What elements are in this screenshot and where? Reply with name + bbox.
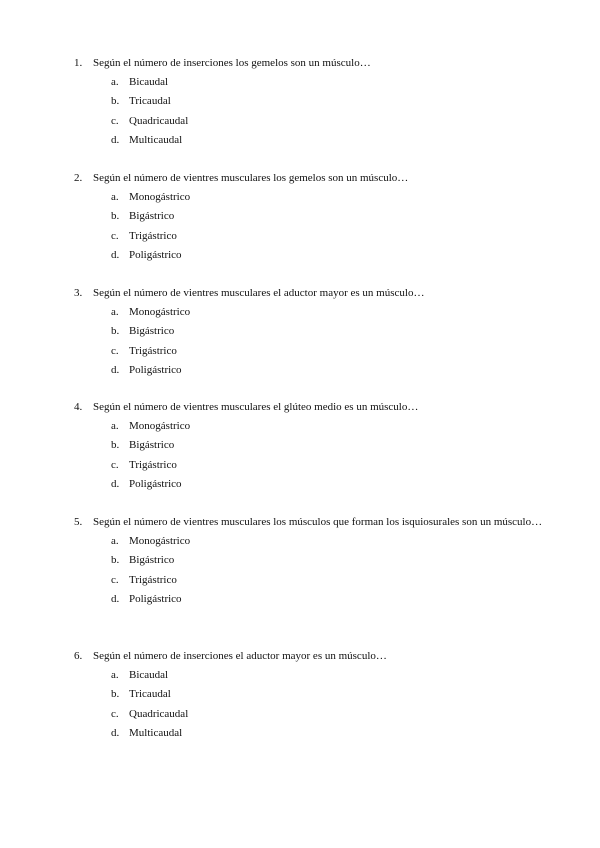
option-letter: b.	[111, 325, 120, 338]
option-b	[74, 92, 546, 111]
option-a	[74, 73, 546, 92]
option-list	[74, 417, 546, 494]
option-text: Monogástrico	[129, 420, 191, 432]
question-4	[74, 398, 546, 494]
option-text: Tricaudal	[129, 95, 171, 108]
option-text: Poligástrico	[129, 592, 182, 605]
question-text: Según el número de vientres musculares los músculos que forman los isquiosurales son un músculo…	[93, 516, 543, 528]
option-a	[74, 666, 546, 685]
option-c	[74, 571, 546, 590]
option-b	[74, 436, 546, 455]
question-number: 3.	[74, 287, 83, 299]
option-letter: d.	[111, 133, 120, 146]
option-text: Bigástrico	[129, 439, 175, 452]
question-number: 6.	[74, 650, 83, 662]
option-letter: c.	[111, 344, 119, 357]
option-text: Monogástrico	[129, 191, 191, 203]
option-text: Multicaudal	[129, 726, 183, 739]
option-b	[74, 551, 546, 570]
option-text: Trigástrico	[129, 573, 177, 586]
option-text: Quadricaudal	[129, 114, 189, 127]
option-text: Bigástrico	[129, 210, 175, 223]
question-text: Según el número de vientres musculares el aductor mayor es un músculo…	[93, 287, 425, 299]
option-letter: a.	[111, 191, 119, 203]
option-letter: d.	[111, 726, 120, 739]
option-c	[74, 227, 546, 246]
question-text: Según el número de vientres musculares el glúteo medio es un músculo…	[93, 401, 419, 413]
question-1	[74, 54, 546, 150]
option-letter: c.	[111, 229, 119, 242]
option-a	[74, 188, 546, 207]
option-letter: b.	[111, 688, 120, 701]
option-b	[74, 207, 546, 226]
option-c	[74, 112, 546, 131]
question-5	[74, 513, 546, 609]
question-number: 2.	[74, 172, 83, 184]
option-d	[74, 361, 546, 380]
option-text: Poligástrico	[129, 248, 182, 261]
option-letter: c.	[111, 707, 119, 720]
option-letter: a.	[111, 306, 119, 318]
option-b	[74, 322, 546, 341]
option-b	[74, 685, 546, 704]
option-list	[74, 188, 546, 265]
option-text: Tricaudal	[129, 688, 171, 701]
option-text: Poligástrico	[129, 363, 182, 376]
option-letter: a.	[111, 535, 119, 547]
question-text: Según el número de vientres musculares los gemelos son un músculo…	[93, 172, 409, 184]
option-text: Trigástrico	[129, 229, 177, 242]
option-d	[74, 131, 546, 150]
option-text: Monogástrico	[129, 535, 191, 547]
option-list	[74, 303, 546, 380]
option-letter: d.	[111, 248, 120, 261]
option-letter: a.	[111, 76, 119, 88]
option-d	[74, 590, 546, 609]
option-letter: c.	[111, 114, 119, 127]
question-number: 1.	[74, 57, 83, 69]
option-list	[74, 532, 546, 609]
option-letter: d.	[111, 592, 120, 605]
option-letter: b.	[111, 210, 120, 223]
question-3	[74, 284, 546, 380]
option-letter: c.	[111, 573, 119, 586]
option-text: Multicaudal	[129, 133, 183, 146]
option-text: Bigástrico	[129, 325, 175, 338]
question-number: 4.	[74, 401, 83, 413]
option-text: Poligástrico	[129, 477, 182, 490]
option-d	[74, 724, 546, 743]
option-text: Bicaudal	[129, 669, 169, 681]
option-c	[74, 342, 546, 361]
option-letter: d.	[111, 477, 120, 490]
option-letter: b.	[111, 554, 120, 567]
option-d	[74, 246, 546, 265]
option-c	[74, 456, 546, 475]
option-letter: b.	[111, 439, 120, 452]
question-2	[74, 169, 546, 265]
option-letter: d.	[111, 363, 120, 376]
question-number: 5.	[74, 516, 83, 528]
option-text: Monogástrico	[129, 306, 191, 318]
option-list	[74, 73, 546, 150]
option-text: Trigástrico	[129, 344, 177, 357]
option-text: Bicaudal	[129, 76, 169, 88]
option-letter: a.	[111, 420, 119, 432]
option-letter: a.	[111, 669, 119, 681]
option-letter: b.	[111, 95, 120, 108]
option-c	[74, 705, 546, 724]
option-a	[74, 417, 546, 436]
option-text: Quadricaudal	[129, 707, 189, 720]
option-a	[74, 532, 546, 551]
option-a	[74, 303, 546, 322]
option-text: Bigástrico	[129, 554, 175, 567]
question-text: Según el número de inserciones los gemelos son un músculo…	[93, 57, 371, 69]
option-d	[74, 475, 546, 494]
option-list	[74, 666, 546, 743]
question-6	[74, 647, 546, 743]
option-letter: c.	[111, 458, 119, 471]
question-text: Según el número de inserciones el aductor mayor es un músculo…	[93, 650, 387, 662]
option-text: Trigástrico	[129, 458, 177, 471]
